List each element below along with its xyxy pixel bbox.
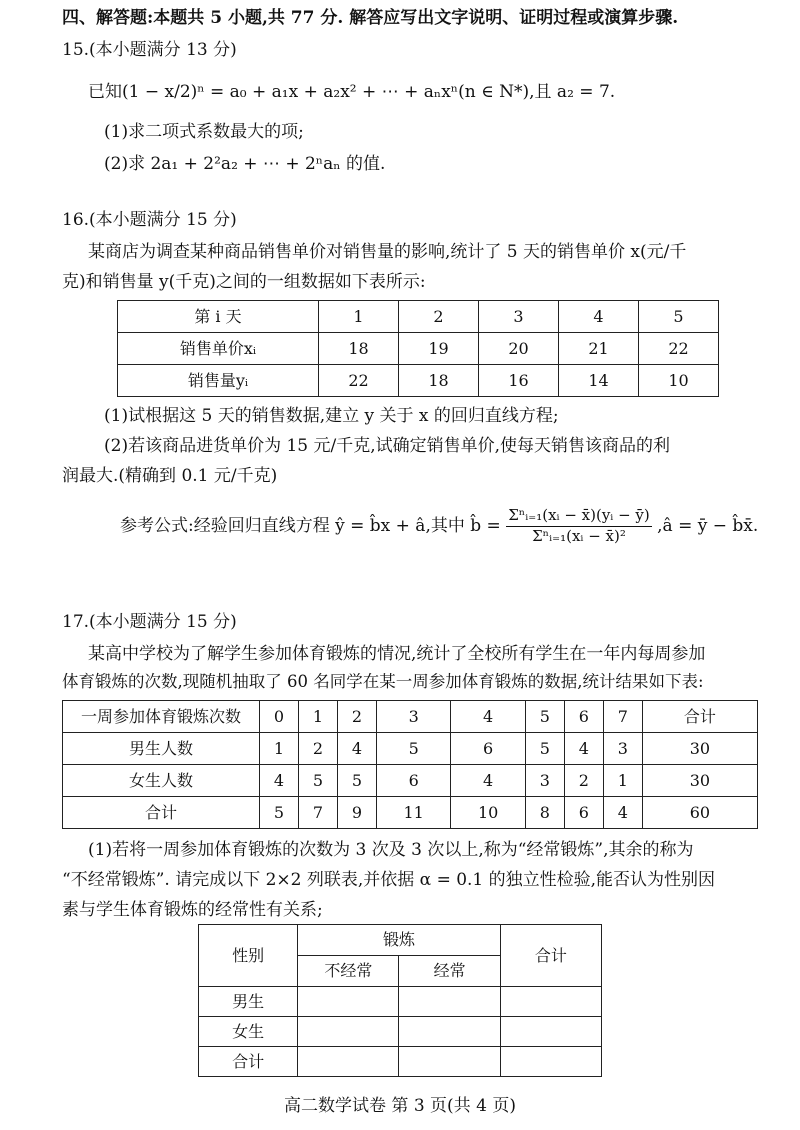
q16-table-cell: 14 xyxy=(559,365,639,397)
q17-table-row xyxy=(63,765,758,797)
q15-part1: (1)求二项式系数最大的项; xyxy=(104,122,304,142)
q17-table-cell: 4 xyxy=(451,701,525,733)
q16-part2-line2: 润最大.(精确到 0.1 元/千克) xyxy=(62,466,278,486)
q17-data-table xyxy=(62,700,758,829)
contingency-cell-blank xyxy=(500,987,601,1017)
q15-title: 15.(本小题满分 13 分) xyxy=(62,40,237,60)
q17-table-cell: 5 xyxy=(298,765,337,797)
q17-table-cell: 5 xyxy=(525,701,564,733)
q16-table-cell: 10 xyxy=(639,365,719,397)
q17-title: 17.(本小题满分 15 分) xyxy=(62,612,237,632)
contingency-cell-blank xyxy=(298,987,399,1017)
q16-table-cell: 18 xyxy=(319,333,399,365)
q16-table-cell: 1 xyxy=(319,301,399,333)
section-header: 四、解答题:本题共 5 小题,共 77 分. 解答应写出文字说明、证明过程或演算步骤. xyxy=(62,8,679,28)
contingency-table xyxy=(198,924,602,1077)
q17-table-cell: 10 xyxy=(451,797,525,829)
contingency-col-rare: 不经常 xyxy=(298,956,399,987)
contingency-exercise-header: 锻炼 xyxy=(298,925,501,956)
q17-table-cell: 2 xyxy=(337,701,376,733)
q16-table-row-label: 销售量yᵢ xyxy=(118,365,319,397)
q16-table-cell: 20 xyxy=(479,333,559,365)
q17-stem-line1: 某高中学校为了解学生参加体育锻炼的情况,统计了全校所有学生在一年内每周参加 xyxy=(88,644,706,664)
q16-data-table xyxy=(117,300,719,397)
q16-stem-line2: 克)和销售量 y(千克)之间的一组数据如下表所示: xyxy=(62,272,426,292)
q17-table-cell: 6 xyxy=(564,797,603,829)
formula-fraction xyxy=(506,506,652,546)
q17-table-cell: 11 xyxy=(376,797,450,829)
q17-table-cell: 4 xyxy=(451,765,525,797)
contingency-cell-blank xyxy=(500,1047,601,1077)
q17-table-row-label: 女生人数 xyxy=(63,765,260,797)
contingency-cell-blank xyxy=(399,1017,500,1047)
q17-table-cell: 3 xyxy=(603,733,642,765)
q16-part1: (1)试根据这 5 天的销售数据,建立 y 关于 x 的回归直线方程; xyxy=(104,406,559,426)
contingency-row-total: 合计 xyxy=(199,1047,298,1077)
q16-stem-line1: 某商店为调查某种商品销售单价对销售量的影响,统计了 5 天的销售单价 x(元/千 xyxy=(88,242,687,262)
q17-table-row-label: 一周参加体育锻炼次数 xyxy=(63,701,260,733)
q17-table-cell: 6 xyxy=(376,765,450,797)
formula-numerator: Σⁿᵢ₌₁(xᵢ − x̄)(yᵢ − ȳ) xyxy=(506,506,652,527)
q17-table-cell: 4 xyxy=(603,797,642,829)
q16-table-row-label: 第 i 天 xyxy=(118,301,319,333)
q17-stem-line2: 体育锻炼的次数,现随机抽取了 60 名同学在某一周参加体育锻炼的数据,统计结果如下表: xyxy=(62,672,704,691)
q16-table-cell: 5 xyxy=(639,301,719,333)
q17-table-cell: 1 xyxy=(603,765,642,797)
q15-part2: (2)求 2a₁ + 2²a₂ + ⋯ + 2ⁿaₙ 的值. xyxy=(104,154,386,174)
contingency-cell-blank xyxy=(298,1017,399,1047)
q17-table-cell: 3 xyxy=(376,701,450,733)
contingency-cell-blank xyxy=(399,987,500,1017)
q16-table-cell: 18 xyxy=(399,365,479,397)
q17-table-cell: 0 xyxy=(260,701,299,733)
q17-table-cell: 9 xyxy=(337,797,376,829)
q16-table-cell: 2 xyxy=(399,301,479,333)
q17-table-cell: 4 xyxy=(564,733,603,765)
q16-table-cell: 3 xyxy=(479,301,559,333)
q17-table-row-label: 合计 xyxy=(63,797,260,829)
q16-table-cell: 19 xyxy=(399,333,479,365)
q17-table-cell: 30 xyxy=(642,765,757,797)
q17-table-row xyxy=(63,733,758,765)
q17-table-cell: 4 xyxy=(260,765,299,797)
formula-suffix: ,â = ȳ − b̂x̄. xyxy=(657,515,759,536)
q17-table-cell: 4 xyxy=(337,733,376,765)
q16-table-row xyxy=(118,301,719,333)
contingency-row-female: 女生 xyxy=(199,1017,298,1047)
q17-table-cell: 6 xyxy=(564,701,603,733)
q16-table-cell: 22 xyxy=(319,365,399,397)
q16-part2-line1: (2)若该商品进货单价为 15 元/千克,试确定销售单价,使每天销售该商品的利 xyxy=(104,436,671,456)
q17-table-row-label: 男生人数 xyxy=(63,733,260,765)
q16-table-row-label: 销售单价xᵢ xyxy=(118,333,319,365)
q17-table-row xyxy=(63,797,758,829)
q16-table-row xyxy=(118,333,719,365)
contingency-cell-blank xyxy=(500,1017,601,1047)
q17-table-cell: 7 xyxy=(603,701,642,733)
q17-table-cell: 1 xyxy=(298,701,337,733)
q17-table-cell: 5 xyxy=(260,797,299,829)
q15-stem: 已知(1 − x/2)ⁿ = a₀ + a₁x + a₂x² + ⋯ + aₙxⁿ(n ∈ N*),且 a₂ = 7. xyxy=(88,82,616,102)
q17-table-cell: 60 xyxy=(642,797,757,829)
q17-table-cell: 3 xyxy=(525,765,564,797)
q17-table-cell: 6 xyxy=(451,733,525,765)
q17-table-cell: 30 xyxy=(642,733,757,765)
q17-table-row xyxy=(63,701,758,733)
page-footer: 高二数学试卷 第 3 页(共 4 页) xyxy=(284,1096,516,1116)
contingency-cell-blank xyxy=(298,1047,399,1077)
q17-part1-line3: 素与学生体育锻炼的经常性有关系; xyxy=(62,900,323,920)
contingency-row-male: 男生 xyxy=(199,987,298,1017)
q17-part1-line1: (1)若将一周参加体育锻炼的次数为 3 次及 3 次以上,称为“经常锻炼”,其余的称为 xyxy=(88,840,694,860)
q17-table-cell: 5 xyxy=(525,733,564,765)
q17-table-cell: 7 xyxy=(298,797,337,829)
q16-formula xyxy=(120,506,758,546)
q17-table-cell: 1 xyxy=(260,733,299,765)
formula-denominator: Σⁿᵢ₌₁(xᵢ − x̄)² xyxy=(532,526,626,545)
contingency-cell-blank xyxy=(399,1047,500,1077)
q17-table-cell: 5 xyxy=(337,765,376,797)
q17-table-cell: 2 xyxy=(564,765,603,797)
q16-table-cell: 22 xyxy=(639,333,719,365)
contingency-total-header: 合计 xyxy=(500,925,601,987)
contingency-col-often: 经常 xyxy=(399,956,500,987)
q17-table-cell: 8 xyxy=(525,797,564,829)
q17-table-cell: 5 xyxy=(376,733,450,765)
q16-table-row xyxy=(118,365,719,397)
formula-prefix: 参考公式:经验回归直线方程 ŷ = b̂x + â,其中 b̂ = xyxy=(120,515,501,536)
q16-table-cell: 16 xyxy=(479,365,559,397)
q16-table-cell: 4 xyxy=(559,301,639,333)
q16-title: 16.(本小题满分 15 分) xyxy=(62,210,237,230)
q17-part1-line2: “不经常锻炼”. 请完成以下 2×2 列联表,并依据 α = 0.1 的独立性检验,能否认为性别因 xyxy=(62,870,716,890)
contingency-gender-header: 性别 xyxy=(199,925,298,987)
q17-table-cell: 合计 xyxy=(642,701,757,733)
q17-table-cell: 2 xyxy=(298,733,337,765)
q16-table-cell: 21 xyxy=(559,333,639,365)
